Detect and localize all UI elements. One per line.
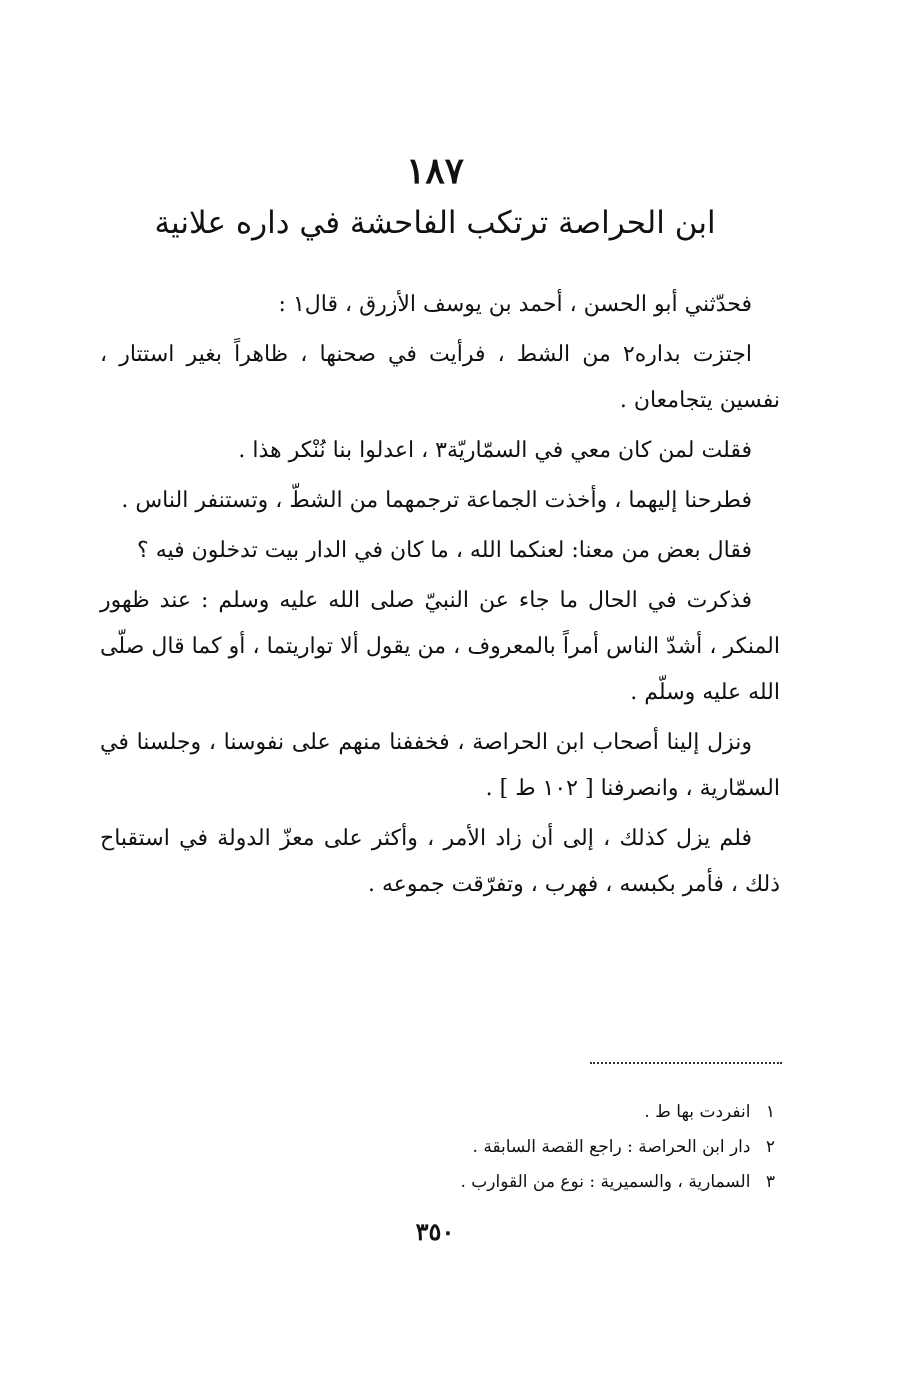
footnote-divider bbox=[590, 1062, 782, 1064]
footnotes bbox=[135, 1095, 775, 1200]
paragraph: فذكرت في الحال ما جاء عن النبيّ صلى الله عليه وسلم : عند ظهور المنكر ، أشدّ الناس أمراً بالمعروف ، من يقول ألا تواريتما ، أو كما قال صلّى الله عليه وسلّم . bbox=[100, 588, 780, 705]
footnote-number: ١ bbox=[765, 1102, 775, 1122]
footnote-number: ٣ bbox=[765, 1172, 775, 1192]
paragraph: فطرحنا إليهما ، وأخذت الجماعة ترجمهما من الشطّ ، وتستنفر الناس . bbox=[121, 488, 752, 513]
story-number: ١٨٧ bbox=[405, 150, 464, 192]
paragraph: فحدّثني أبو الحسن ، أحمد بن يوسف الأزرق ، قال١ : bbox=[278, 292, 752, 317]
footnote-text: انفردت بها ط . bbox=[644, 1102, 751, 1122]
page-number: ٣٥٠ bbox=[415, 1217, 455, 1246]
footnote-item bbox=[135, 1130, 775, 1165]
paragraph: اجتزت بداره٢ من الشط ، فرأيت في صحنها ، ظاهراً بغير استتار ، نفسين يتجامعان . bbox=[100, 342, 780, 413]
footnote-item bbox=[135, 1165, 775, 1200]
story-title: ابن الحراصة ترتكب الفاحشة في داره علانية bbox=[154, 205, 716, 241]
footnote-item bbox=[135, 1095, 775, 1130]
footnote-text: السمارية ، والسميرية : نوع من القوارب . bbox=[460, 1172, 751, 1192]
paragraph: فلم يزل كذلك ، إلى أن زاد الأمر ، وأكثر على معزّ الدولة في استقباح ذلك ، فأمر بكبسه ، فهرب ، وتفرّقت جموعه . bbox=[100, 826, 780, 897]
paragraph: فقال بعض من معنا: لعنكما الله ، ما كان في الدار بيت تدخلون فيه ؟ bbox=[137, 538, 752, 563]
paragraph: فقلت لمن كان معي في السمّاريّة٣ ، اعدلوا بنا نُنْكر هذا . bbox=[238, 438, 752, 463]
footnote-text: دار ابن الحراصة : راجع القصة السابقة . bbox=[472, 1137, 751, 1157]
story-body bbox=[100, 282, 780, 912]
paragraph: ونزل إلينا أصحاب ابن الحراصة ، فخففنا منهم على نفوسنا ، وجلسنا في السمّارية ، وانصرفنا [ ١٠٢ ط ] . bbox=[100, 730, 780, 801]
footnote-number: ٢ bbox=[765, 1137, 775, 1157]
